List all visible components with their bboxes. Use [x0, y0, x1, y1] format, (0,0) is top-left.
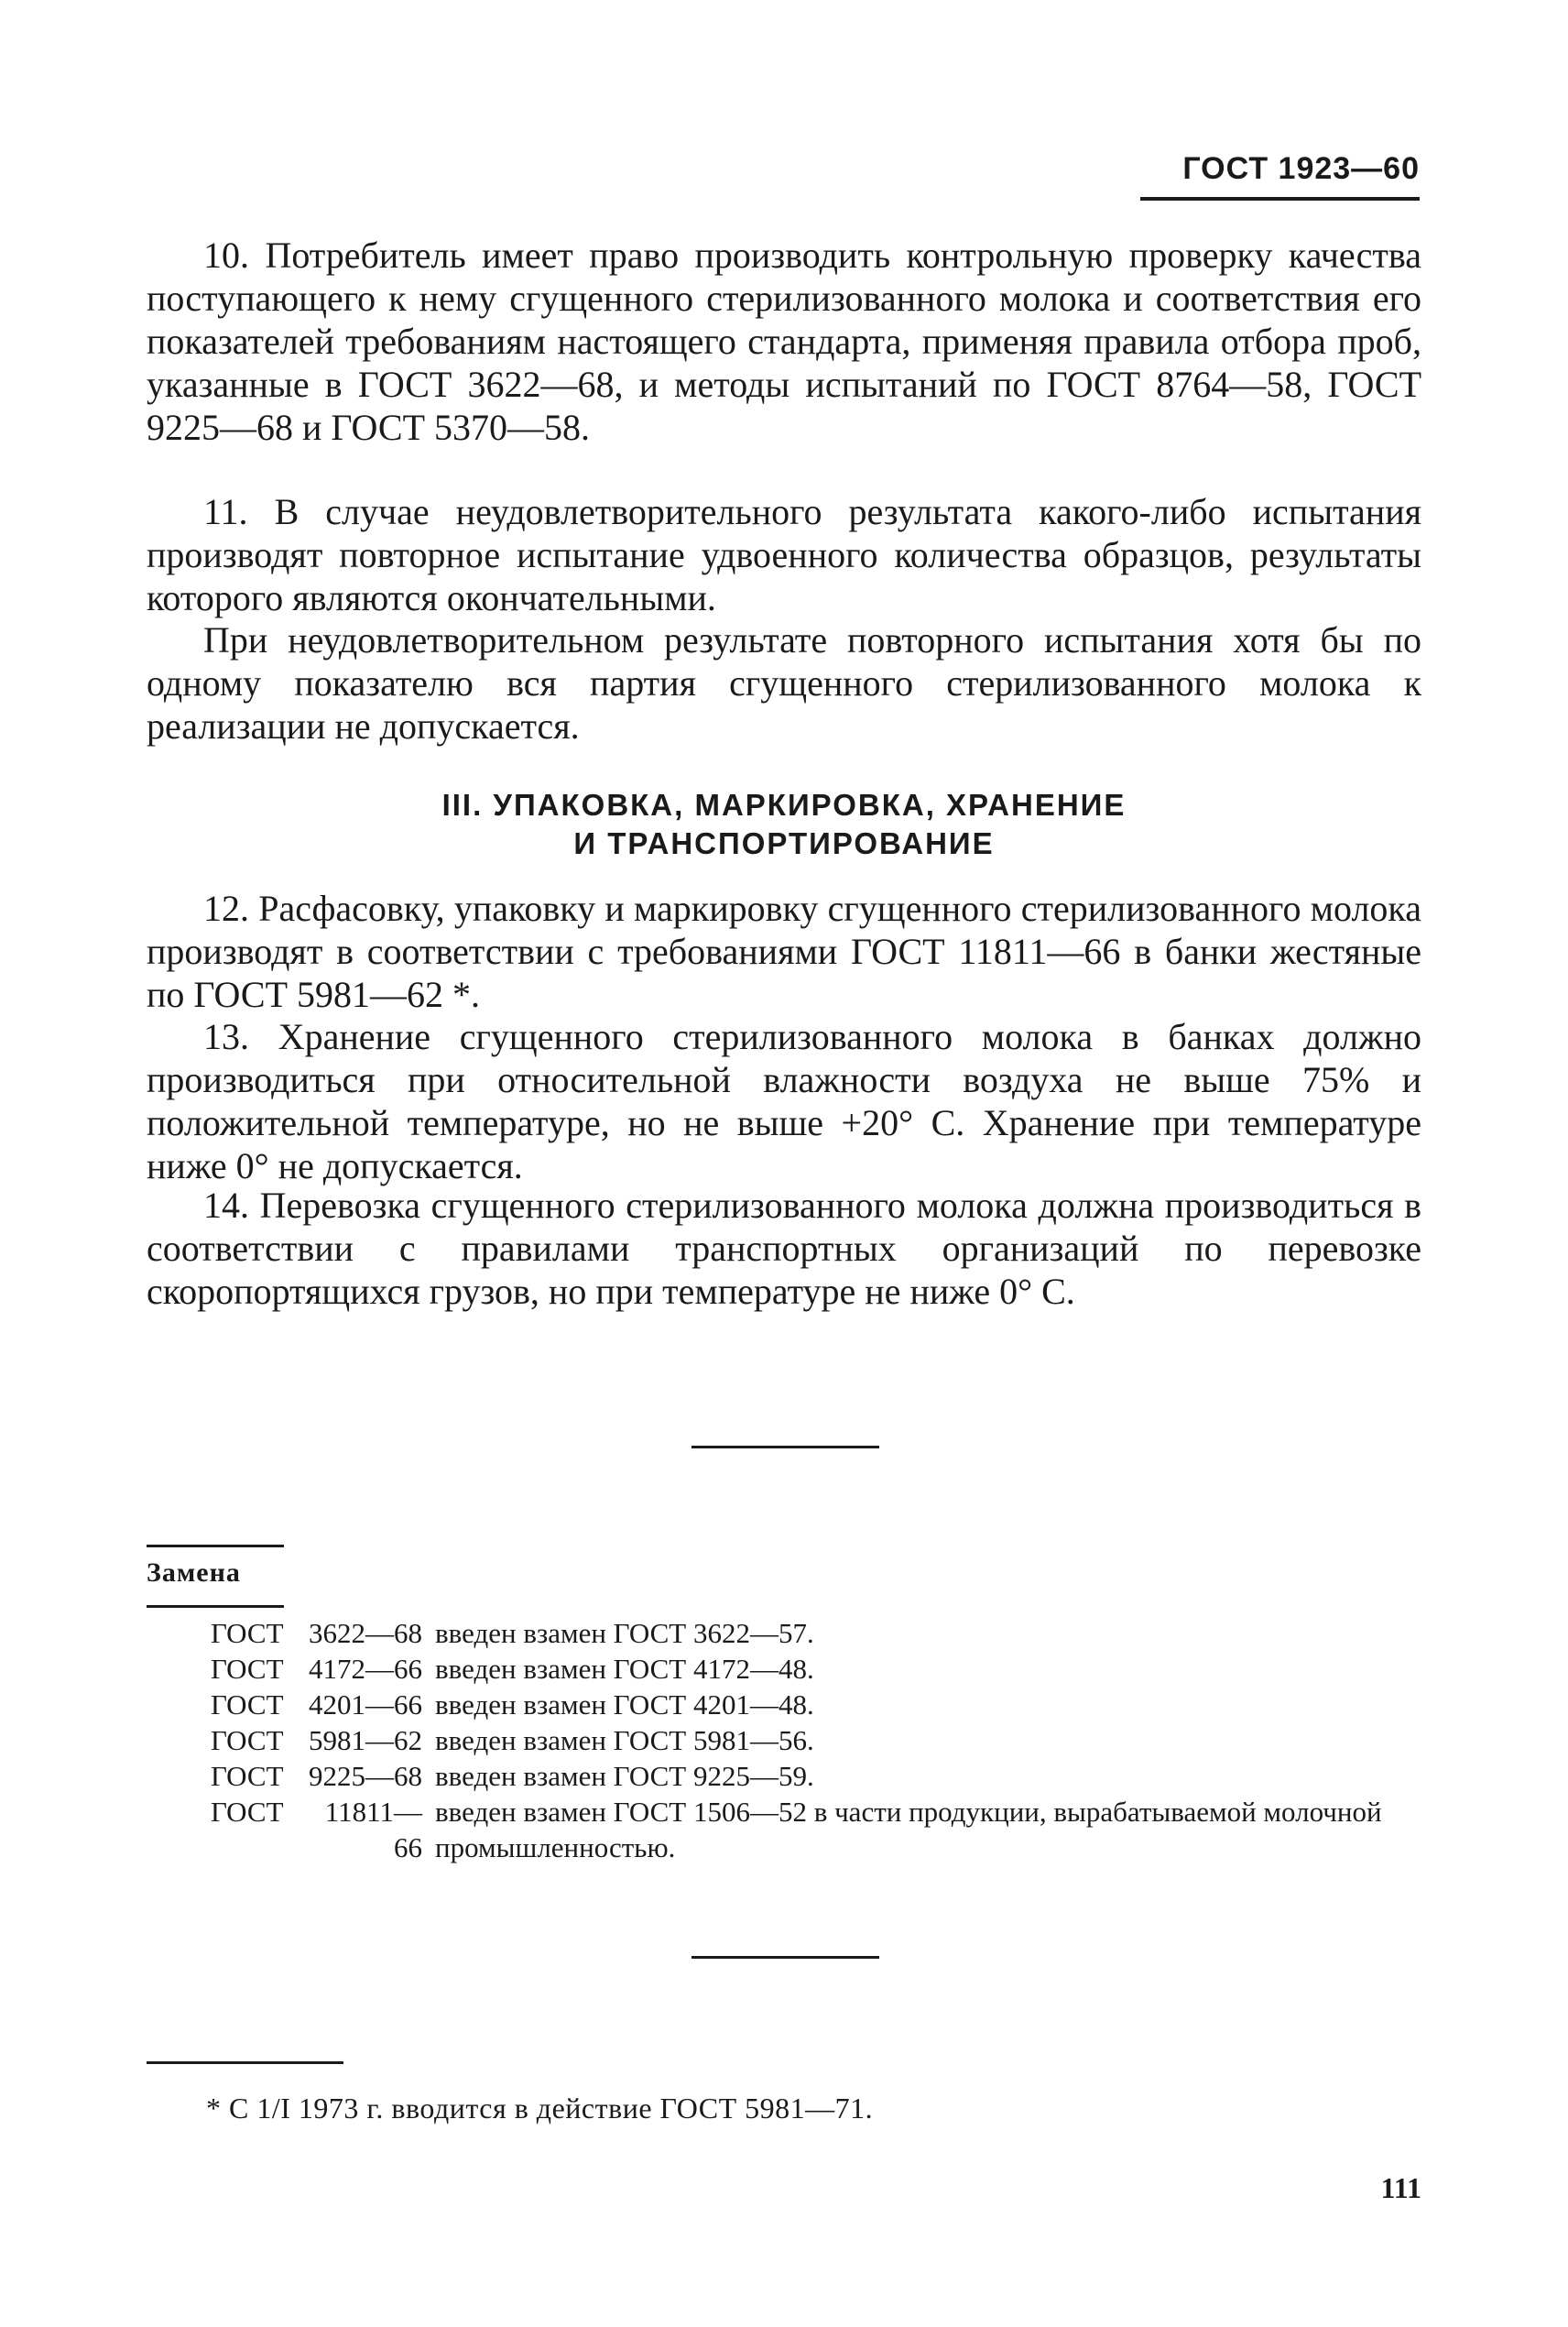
- replacement-row: [211, 1615, 1429, 1651]
- replacement-text: введен взамен ГОСТ 1506—52 в части продукции, вырабатываемой молочной промышленностью.: [435, 1796, 1382, 1863]
- replacement-number: 5981—62: [309, 1724, 422, 1756]
- paragraph-11: 11. В случае неудовлетворительного результата какого-либо испытания производят повторное испытание удвоенного количества образцов, результаты которого являются окончательными.: [147, 491, 1421, 618]
- paragraph-12: 12. Расфасовку, упаковку и маркировку сгущенного стерилизованного молока производят в соответствии с требованиями ГОСТ 11811—66 в банки жестяные по ГОСТ 5981—62 *.: [147, 888, 1421, 1015]
- section-3-title-line-1: III. УПАКОВКА, МАРКИРОВКА, ХРАНЕНИЕ: [441, 788, 1127, 822]
- replacement-text: введен взамен ГОСТ 3622—57.: [435, 1617, 814, 1649]
- replacement-prefix: ГОСТ: [211, 1760, 284, 1792]
- replacement-list: [211, 1615, 1429, 1865]
- header-rule: [1140, 197, 1420, 201]
- paragraph-13: 13. Хранение сгущенного стерилизованного молока в банках должно производиться при относительной влажности воздуха не выше 75% и положительной температуре, но не выше +20° С. Хранение при температуре ниже 0° не допускается.: [147, 1016, 1421, 1186]
- replacement-rule-bottom: [147, 1605, 284, 1608]
- replacement-prefix: ГОСТ: [211, 1653, 284, 1685]
- page-header-standard: ГОСТ 1923—60: [1182, 151, 1420, 186]
- replacement-number: 4201—66: [309, 1688, 422, 1721]
- footnote: * С 1/I 1973 г. вводится в действие ГОСТ 5981—71.: [206, 2092, 874, 2125]
- replacement-heading: Замена: [147, 1557, 241, 1588]
- section-divider: [691, 1446, 879, 1448]
- replacement-text: введен взамен ГОСТ 4172—48.: [435, 1653, 814, 1685]
- replacement-text: введен взамен ГОСТ 5981—56.: [435, 1724, 814, 1756]
- replacement-row: [211, 1758, 1429, 1794]
- replacement-prefix: ГОСТ: [211, 1617, 284, 1649]
- paragraph-14: 14. Перевозка сгущенного стерилизованного молока должна производиться в соответствии с правилами транспортных организаций по перевозке скоропортящихся грузов, но при температуре не ниже 0° С.: [147, 1185, 1421, 1312]
- section-3-title: [147, 786, 1421, 863]
- replacement-row: [211, 1687, 1429, 1722]
- section-divider: [691, 1956, 879, 1959]
- section-3-title-line-2: И ТРАНСПОРТИРОВАНИЕ: [573, 826, 995, 860]
- paragraph-11-continued: При неудовлетворительном результате повторного испытания хотя бы по одному показателю вся партия сгущенного стерилизованного молока к реализации не допускается.: [147, 619, 1421, 747]
- footnote-rule: [147, 2061, 343, 2064]
- replacement-prefix: ГОСТ: [211, 1796, 284, 1828]
- replacement-number: 4172—66: [309, 1653, 422, 1685]
- replacement-prefix: ГОСТ: [211, 1724, 284, 1756]
- replacement-number: 3622—68: [309, 1617, 422, 1649]
- paragraph-10: 10. Потребитель имеет право производить контрольную проверку качества поступающего к нему сгущенного стерилизованного молока и соответствия его показателей требованиям настоящего стандарта, применяя правила отбора проб, указанные в ГОСТ 3622—68, и методы испытаний по ГОСТ 8764—58, ГОСТ 9225—68 и ГОСТ 5370—58.: [147, 235, 1421, 448]
- replacement-row: [211, 1794, 1429, 1865]
- page-number: 111: [1380, 2171, 1421, 2204]
- replacement-text: введен взамен ГОСТ 9225—59.: [435, 1760, 814, 1792]
- replacement-number: 9225—68: [309, 1760, 422, 1792]
- replacement-text: введен взамен ГОСТ 4201—48.: [435, 1688, 814, 1721]
- replacement-prefix: ГОСТ: [211, 1688, 284, 1721]
- replacement-rule-top: [147, 1545, 284, 1547]
- replacement-number: 11811—66: [324, 1796, 422, 1863]
- replacement-row: [211, 1722, 1429, 1758]
- replacement-row: [211, 1651, 1429, 1687]
